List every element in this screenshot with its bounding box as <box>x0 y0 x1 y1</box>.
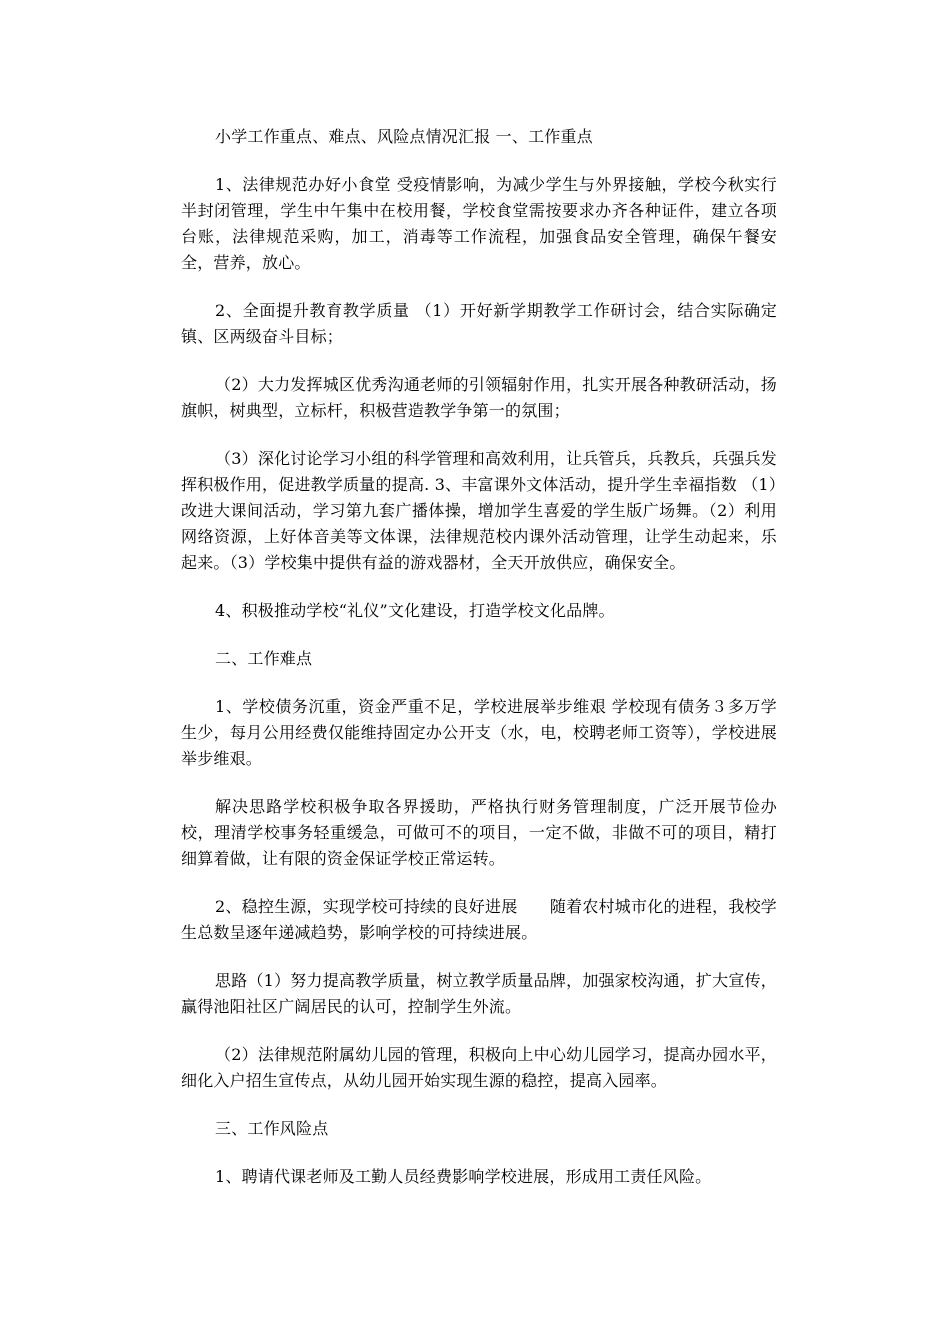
paragraph: 1、聘请代课老师及工勤人员经费影响学校进展，形成用工责任风险。 <box>215 1167 712 1186</box>
section-heading: 二、工作难点 <box>215 649 313 668</box>
paragraph: 2、全面提升教育教学质量 （1）开好新学期教学工作研讨会，结合实际确定镇、区两级奋斗目标； <box>181 301 777 346</box>
paragraph: 1、学校债务沉重，资金严重不足，学校进展举步维艰 学校现有债务３多万学生少，每月公用经费仅能维持固定办公开支（水，电，校聘老师工资等），学校进展举步维艰。 <box>181 697 777 768</box>
section-heading: 三、工作风险点 <box>215 1119 329 1138</box>
paragraph: 2、稳控生源，实现学校可持续的良好进展 随着农村城市化的进程，我校学生总数呈逐年递减趋势，影响学校的可持续进展。 <box>181 897 777 942</box>
paragraph: 思路（1）努力提高教学质量，树立教学质量品牌，加强家校沟通，扩大宣传，赢得池阳社区广阔居民的认可，控制学生外流。 <box>181 971 777 1016</box>
paragraph: 解决思路学校积极争取各界援助，严格执行财务管理制度，广泛开展节俭办校，理清学校事务轻重缓急，可做可不的项目，一定不做，非做不可的项目，精打细算着做，让有限的资金保证学校正常运转。 <box>181 797 777 868</box>
paragraph: 4、积极推动学校“礼仪”文化建设，打造学校文化品牌。 <box>215 601 615 620</box>
document-title: 小学工作重点、难点、风险点情况汇报 一、工作重点 <box>215 127 593 146</box>
paragraph: （2）大力发挥城区优秀沟通老师的引领辐射作用，扎实开展各种教研活动，扬旗帜，树典型，立标杆，积极营造教学争第一的氛围； <box>181 375 777 420</box>
document-body <box>181 124 777 1212</box>
paragraph: （3）深化讨论学习小组的科学管理和高效利用，让兵管兵，兵教兵，兵强兵发挥积极作用，促进教学质量的提高. 3、丰富课外文体活动，提升学生幸福指数 （1）改进大课间活动，学习第九套广播体操，增加学生喜爱的学生版广场舞。（2）利用网络资源，上好体音美等文体课，法律规范校内课外活动管理，让学生动起来，乐起来。（3）学校集中提供有益的游戏器材，全天开放供应，确保安全。 <box>181 449 777 572</box>
paragraph: 1、法律规范办好小食堂 受疫情影响，为减少学生与外界接触，学校今秋实行半封闭管理，学生中午集中在校用餐，学校食堂需按要求办齐各种证件，建立各项台账，法律规范采购，加工，消毒等工作流程，加强食品安全管理，确保午餐安全，营养，放心。 <box>181 175 777 272</box>
paragraph: （2）法律规范附属幼儿园的管理，积极向上中心幼儿园学习，提高办园水平，细化入户招生宣传点，从幼儿园开始实现生源的稳控，提高入园率。 <box>181 1045 777 1090</box>
